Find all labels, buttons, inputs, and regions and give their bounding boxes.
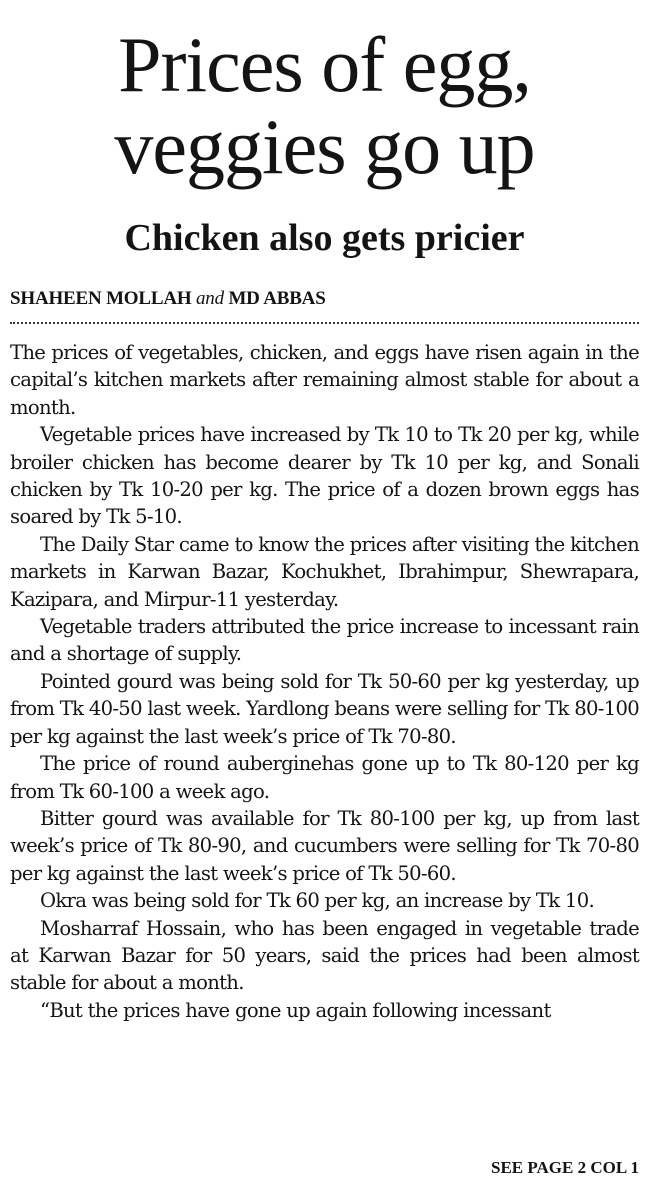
headline — [0, 21, 649, 190]
paragraph: The prices of vegetables, chicken, and eggs have risen again in the capital’s kitchen markets after remaining almost stable for about a month. — [10, 341, 639, 419]
author-1: SHAHEEN MOLLAH — [10, 288, 192, 309]
paragraph: The price of round auberginehas gone up to Tk 80-120 per kg from Tk 60-100 a week ago. — [10, 752, 639, 803]
paragraph: Okra was being sold for Tk 60 per kg, an increase by Tk 10. — [40, 889, 594, 913]
paragraph: Mosharraf Hossain, who has been engaged in vegetable trade at Karwan Bazar for 50 years, said the prices had been almost stable for about a month. — [10, 916, 639, 995]
headline-line-1: Prices of egg, — [118, 21, 531, 108]
headline-line-2: veggies go up — [114, 103, 535, 190]
byline — [10, 287, 326, 311]
paragraph: Vegetable prices have increased by Tk 10 to Tk 20 per kg, while broiler chicken has become dearer by Tk 10 per kg, and Sonali chicken by Tk 10-20 per kg. The price of a dozen brown eggs has soared by Tk 5-10. — [10, 423, 639, 529]
author-2: MD ABBAS — [228, 288, 326, 309]
subheadline: Chicken also gets pricier — [124, 217, 525, 259]
paragraph: Pointed gourd was being sold for Tk 50-60 per kg yesterday, up from Tk 40-50 last week. Yardlong beans were selling for Tk 80-100 per kg against the last week’s price of Tk 70-80. — [10, 669, 639, 748]
dotted-divider — [10, 322, 639, 324]
paragraph: Bitter gourd was available for Tk 80-100 per kg, up from last week’s price of Tk 80-90, and cucumbers were selling for Tk 70-80 per kg against the last week’s price of Tk 50-60. — [10, 806, 639, 885]
article-body — [10, 339, 639, 1024]
paragraph: Vegetable traders attributed the price increase to incessant rain and a shortage of supply. — [10, 615, 639, 666]
paragraph: The Daily Star came to know the prices after visiting the kitchen markets in Karwan Bazar, Kochukhet, Ibrahimpur, Shewrapara, Kazipara, and Mirpur-11 yesterday. — [10, 532, 639, 611]
byline-conjunction: and — [195, 288, 224, 309]
continued-on-page-link[interactable]: SEE PAGE 2 COL 1 — [491, 1158, 639, 1177]
paragraph: “But the prices have gone up again following incessant — [40, 998, 551, 1022]
